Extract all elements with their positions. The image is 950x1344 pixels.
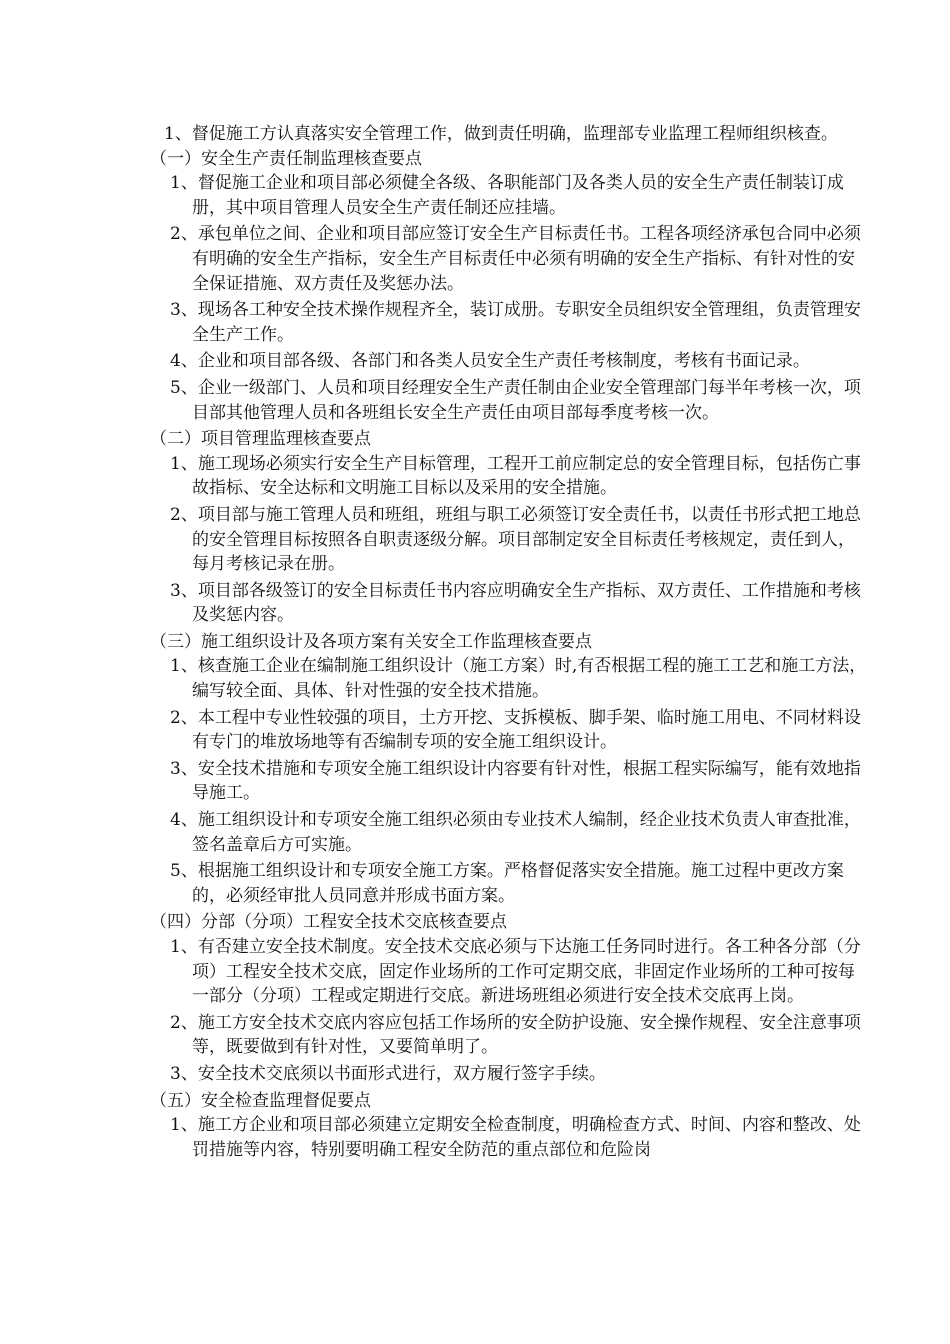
section-heading: （一）安全生产责任制监理核查要点 (150, 148, 422, 169)
section-4 (148, 910, 868, 1086)
document-body (148, 122, 868, 1164)
list-item: 2、承包单位之间、企业和项目部应签订安全生产目标责任书。工程各项经济承包合同中必须有明确的安全生产指标，安全生产目标责任中必须有明确的安全生产指标、有针对性的安全保证措施、双方责任及奖惩办法。 (170, 224, 861, 294)
section-heading: （二）项目管理监理核查要点 (150, 429, 371, 450)
list-item: 2、本工程中专业性较强的项目，土方开挖、支拆模板、脚手架、临时施工用电、不同材料设有专门的堆放场地等有否编制专项的安全施工组织设计。 (170, 707, 861, 753)
section-heading: （五）安全检查监理督促要点 (150, 1090, 371, 1111)
list-item: 4、企业和项目部各级、各部门和各类人员安全生产责任考核制度，考核有书面记录。 (170, 351, 810, 372)
list-item: 1、施工方企业和项目部必须建立定期安全检查制度，明确检查方式、时间、内容和整改、处罚措施等内容，特别要明确工程安全防范的重点部位和危险岗 (170, 1115, 861, 1160)
intro-paragraph: 1、督促施工方认真落实安全管理工作，做到责任明确，监理部专业监理工程师组织核查。 (164, 124, 838, 144)
section-heading: （四）分部（分项）工程安全技术交底核查要点 (150, 912, 507, 933)
list-item: 3、安全技术交底须以书面形式进行，双方履行签字手续。 (170, 1063, 606, 1084)
list-item: 5、企业一级部门、人员和项目经理安全生产责任制由企业安全管理部门每半年考核一次，项目部其他管理人员和各班组长安全生产责任由项目部每季度考核一次。 (170, 377, 861, 423)
list-item: 3、安全技术措施和专项安全施工组织设计内容要有针对性，根据工程实际编写，能有效地指导施工。 (170, 758, 861, 804)
section-heading: （三）施工组织设计及各项方案有关安全工作监理核查要点 (150, 631, 592, 652)
list-item: 3、现场各工种安全技术操作规程齐全，装订成册。专职安全员组织安全管理组，负责管理安全生产工作。 (170, 300, 861, 345)
list-item: 2、项目部与施工管理人员和班组，班组与职工必须签订安全责任书，以责任书形式把工地总的安全管理目标按照各自职责逐级分解。项目部制定安全目标责任考核规定，责任到人，每月考核记录在册。 (170, 504, 861, 575)
section-3 (148, 630, 868, 909)
list-item: 1、有否建立安全技术制度。安全技术交底必须与下达施工任务同时进行。各工种各分部（分项）工程安全技术交底，固定作业场所的工作可定期交底，非固定作业场所的工种可按每一部分（分项）工程或定期进行交底。新进场班组必须进行安全技术交底再上岗。 (170, 937, 861, 1007)
list-item: 1、施工现场必须实行安全生产目标管理，工程开工前应制定总的安全管理目标，包括伤亡事故指标、安全达标和文明施工目标以及采用的安全措施。 (170, 453, 861, 499)
list-item: 1、核查施工企业在编制施工组织设计（施工方案）时,有否根据工程的施工工艺和施工方法，编写较全面、具体、针对性强的安全技术措施。 (170, 656, 867, 702)
section-1 (148, 147, 868, 426)
list-item: 4、施工组织设计和专项安全施工组织必须由专业技术人编制，经企业技术负责人审查批准，签名盖章后方可实施。 (170, 810, 861, 855)
list-item: 3、项目部各级签订的安全目标责任书内容应明确安全生产指标、双方责任、工作措施和考核及奖惩内容。 (170, 580, 861, 626)
section-5 (148, 1089, 868, 1163)
list-item: 1、督促施工企业和项目部必须健全各级、各职能部门及各类人员的安全生产责任制装订成册，其中项目管理人员安全生产责任制还应挂墙。 (170, 173, 844, 218)
list-item: 5、根据施工组织设计和专项安全施工方案。严格督促落实安全措施。施工过程中更改方案的，必须经审批人员同意并形成书面方案。 (170, 861, 844, 906)
list-item: 2、施工方安全技术交底内容应包括工作场所的安全防护设施、安全操作规程、安全注意事项等，既要做到有针对性，又要简单明了。 (170, 1012, 861, 1058)
section-2 (148, 427, 868, 628)
